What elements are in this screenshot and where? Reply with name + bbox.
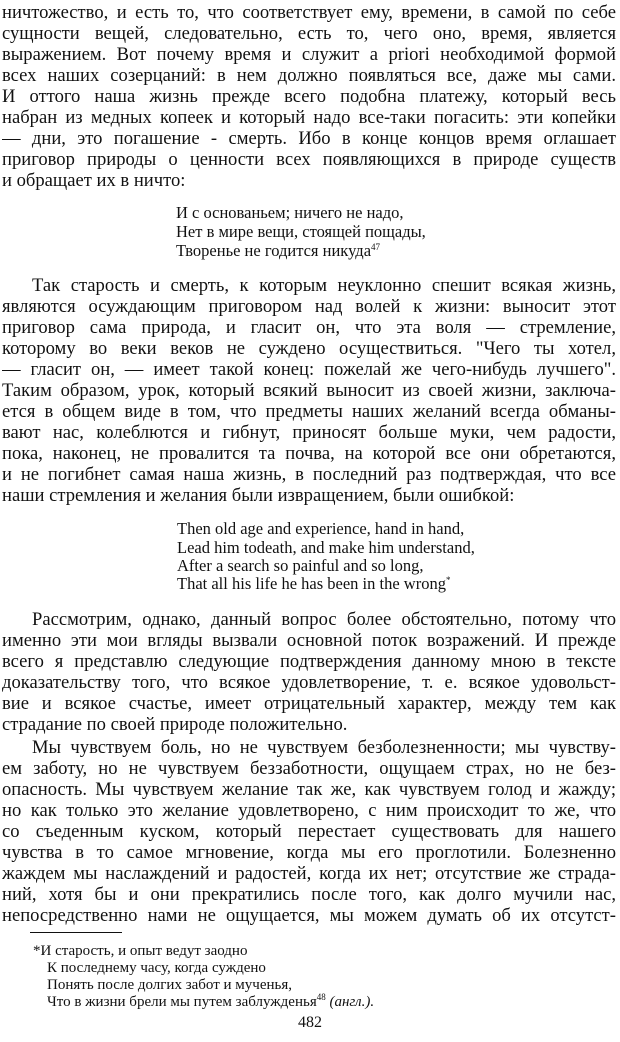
text-line: опасность. Мы чувствуем желание так же, как чувствуем голод и жажду; xyxy=(2,779,616,800)
text-line: — гласит он, — имеет такой конец: пожелай же чего-нибудь лучшего". xyxy=(2,359,616,380)
text-line: чувства в то самое мгновение, когда мы его проглотили. Болезненно xyxy=(2,842,616,863)
footnote-marker: * xyxy=(445,575,451,585)
text-line: непосредственно нами не ощущается, мы можем думать об их отсутст- xyxy=(2,905,616,926)
text-line: со съеденным куском, который перестает существовать для нашего xyxy=(2,821,616,842)
language-note: (англ.). xyxy=(329,994,375,1010)
text-line: являются осуждающим приговором над волей к жизни: выносит этот xyxy=(2,296,616,317)
verse-line xyxy=(176,241,380,260)
verse-line xyxy=(177,574,450,593)
verse-text: That all his life he has been in the wrong xyxy=(177,574,446,593)
text-line: набран из медных копеек и который надо все-таки погасить: эти копейки xyxy=(2,107,616,128)
text-line: И оттого наша жизнь прежде всего подобна платежу, который весь xyxy=(2,86,616,107)
page-number: 482 xyxy=(298,1014,322,1031)
text-line: но как только это желание удовлетворено, с ним происходит то же, что xyxy=(2,800,616,821)
text-line: выражением. Вот почему время и служит a priori необходимой формой xyxy=(2,44,616,65)
footnote-line: Понять после долгих забот и мученья, xyxy=(47,977,293,993)
text-line: всего я представлю следующие подтверждения данному мною в тексте xyxy=(2,651,616,672)
footnote-text: Что в жизни брели мы путем заблужденья xyxy=(47,994,317,1010)
text-line: доказательству того, что всякое удовлетворение, т. е. всякое удовольст- xyxy=(2,672,616,693)
footnote-divider xyxy=(30,932,122,933)
verse-line: Lead him todeath, and make him understand, xyxy=(177,538,475,557)
text-line: всех наших созерцаний: в нем должно появляться все, даже мы сами. xyxy=(2,65,616,86)
text-line: пока, наконец, не провалится та почва, на которой все они обретаются, xyxy=(2,443,616,464)
text-line: и не погибнет самая наша жизнь, в последний раз подтверждая, что все xyxy=(2,464,616,485)
text-line: именно эти мои вгляды вызвали основной поток возражений. И прежде xyxy=(2,630,616,651)
text-line: приговор сама природа, и гласит он, что эта воля — стремление, xyxy=(2,317,616,338)
text-line: ний, хотя бы и они прекратились после того, как долго мучили нас, xyxy=(2,884,616,905)
text-line: вают нас, колеблются и гибнут, приносят больше муки, чем радости, xyxy=(2,422,616,443)
verse-text: Творенье не годится никуда xyxy=(176,241,372,260)
verse-line: Then old age and experience, hand in hand, xyxy=(177,519,465,538)
verse-line: И с основаньем; ничего не надо, xyxy=(176,203,404,222)
footnote-text: И старость, и опыт ведут заодно xyxy=(40,943,248,959)
text-line: Мы чувствуем боль, но не чувствуем безболезненности; мы чувству- xyxy=(32,737,616,758)
text-line: Таким образом, урок, который всякий выносит из своей жизни, заключа- xyxy=(2,380,616,401)
text-line: жаждем мы наслаждений и радостей, когда их нет; отсутствие же страда- xyxy=(2,863,616,884)
text-line: ется в общем виде в том, что предметы наших желаний всегда обманы- xyxy=(2,401,616,422)
footnote-ref: 47 xyxy=(371,242,381,252)
text-line: наши стремления и желания были извращением, были ошибкой: xyxy=(2,485,515,506)
text-line: Так старость и смерть, к которым неуклонно спешит всякая жизнь, xyxy=(32,275,616,296)
text-line: страдание по своей природе положительно. xyxy=(2,714,348,735)
text-line: приговор природы о ценности всех появляющихся в природе существ xyxy=(2,149,616,170)
text-line: ем заботу, но не чувствуем беззаботности, ощущаем страх, но не без- xyxy=(2,758,616,779)
verse-line: After a search so painful and so long, xyxy=(177,556,424,575)
text-line: ничтожество, и есть то, что соответствует ему, времени, в самой по себе xyxy=(2,2,616,23)
footnote-marker: * xyxy=(33,943,41,959)
text-line: и обращает их в ничто: xyxy=(2,170,186,191)
text-line: сущности вещей, следовательно, есть то, чего оно, время, является xyxy=(2,23,616,44)
footnote-line: К последнему часу, когда суждено xyxy=(47,960,266,976)
footnote-line xyxy=(33,943,247,960)
text-line: которому во веки веков не суждено осуществиться. "Чего ты хотел, xyxy=(2,338,616,359)
verse-line: Нет в мире вещи, стоящей пощады, xyxy=(176,222,426,241)
footnote-ref: 48 xyxy=(316,992,326,1002)
text-line: вие и всякое счастье, имеет отрицательный характер, между тем как xyxy=(2,693,616,714)
footnote-line xyxy=(47,994,374,1011)
text-line: Рассмотрим, однако, данный вопрос более обстоятельно, потому что xyxy=(32,609,616,630)
text-line: — дни, это погашение - смерть. Ибо в конце концов время оглашает xyxy=(2,128,616,149)
